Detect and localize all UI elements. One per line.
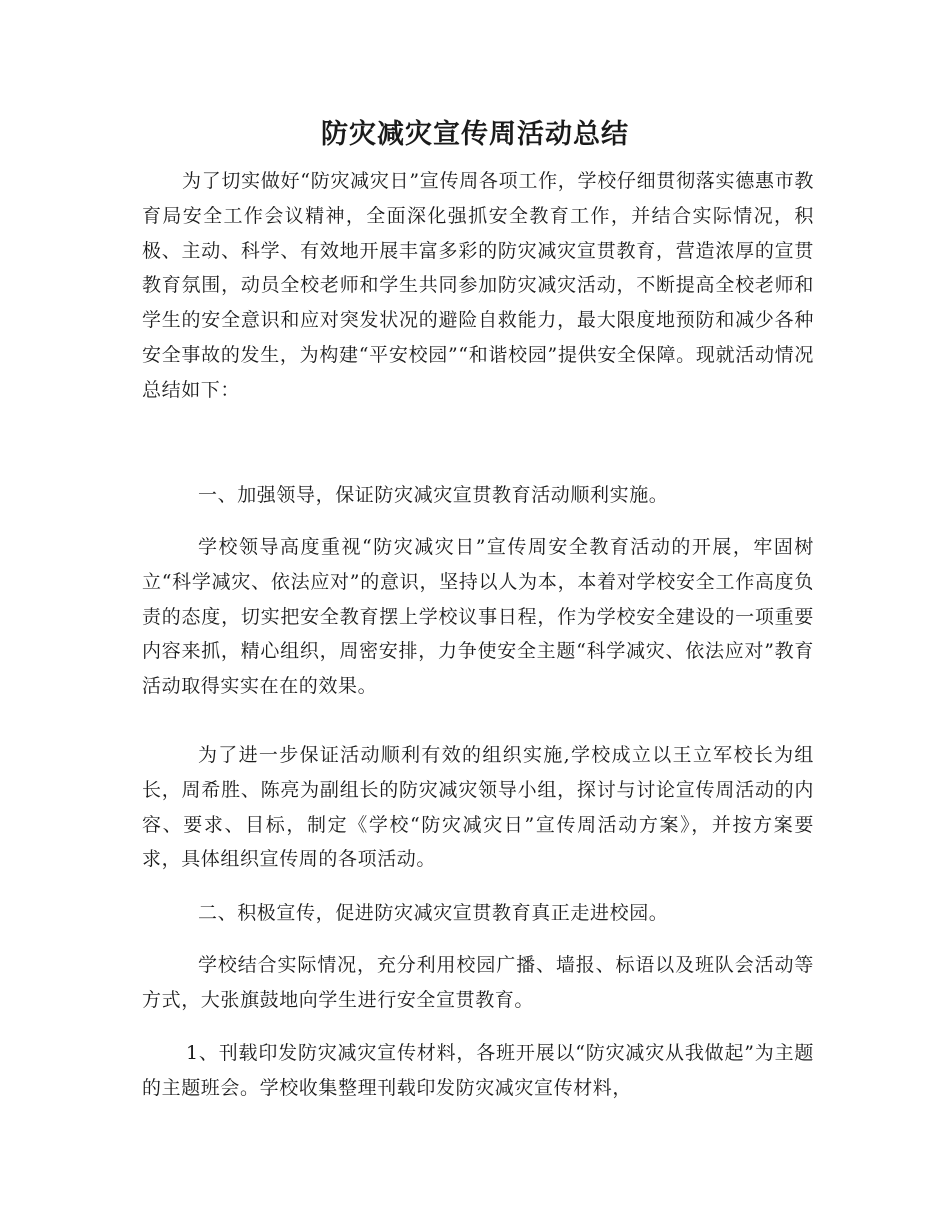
section-heading-1: 一、加强领导，保证防灾减灾宣贯教育活动顺利实施。 [198, 484, 669, 506]
paragraph-leadership: 学校领导高度重视“防灾减灾日”宣传周安全教育活动的开展，牢固树立“科学减灾、依法应对”的意识，坚持以人为本，本着对学校安全工作高度负责的态度，切实把安全教育摆上学校议事日程，作为学校安全建设的一项重要内容来抓，精心组织，周密安排，力争使安全主题“科学减灾、依法应对”教育活动取得实实在在的效果。 [142, 536, 814, 698]
paragraph-item-1: 1、刊载印发防灾减灾宣传材料，各班开展以“防灾减灾从我做起”为主题的主题班会。学校收集整理刊载印发防灾减灾宣传材料， [142, 1042, 814, 1099]
paragraph-intro: 为了切实做好“防灾减灾日”宣传周各项工作，学校仔细贯彻落实德惠市教育局安全工作会议精神，全面深化强抓安全教育工作，并结合实际情况，积极、主动、科学、有效地开展丰富多彩的防灾减灾宣贯教育，营造浓厚的宣贯教育氛围，动员全校老师和学生共同参加防灾减灾活动，不断提高全校老师和学生的安全意识和应对突发状况的避险自救能力，最大限度地预防和减少各种安全事故的发生，为构建“平安校园”“和谐校园”提供安全保障。现就活动情况总结如下： [142, 170, 814, 401]
paragraph-publicity: 学校结合实际情况，充分利用校园广播、墙报、标语以及班队会活动等方式，大张旗鼓地向学生进行安全宣贯教育。 [142, 954, 814, 1011]
paragraph-organization: 为了进一步保证活动顺利有效的组织实施,学校成立以王立军校长为组长，周希胜、陈亮为副组长的防灾减灾领导小组，探讨与讨论宣传周活动的内容、要求、目标，制定《学校“防灾减灾日”宣传周活动方案》，并按方案要求，具体组织宣传周的各项活动。 [142, 744, 814, 871]
section-heading-2: 二、积极宣传，促进防灾减灾宣贯教育真正走进校园。 [198, 902, 669, 924]
document-title: 防灾减灾宣传周活动总结 [321, 119, 629, 150]
